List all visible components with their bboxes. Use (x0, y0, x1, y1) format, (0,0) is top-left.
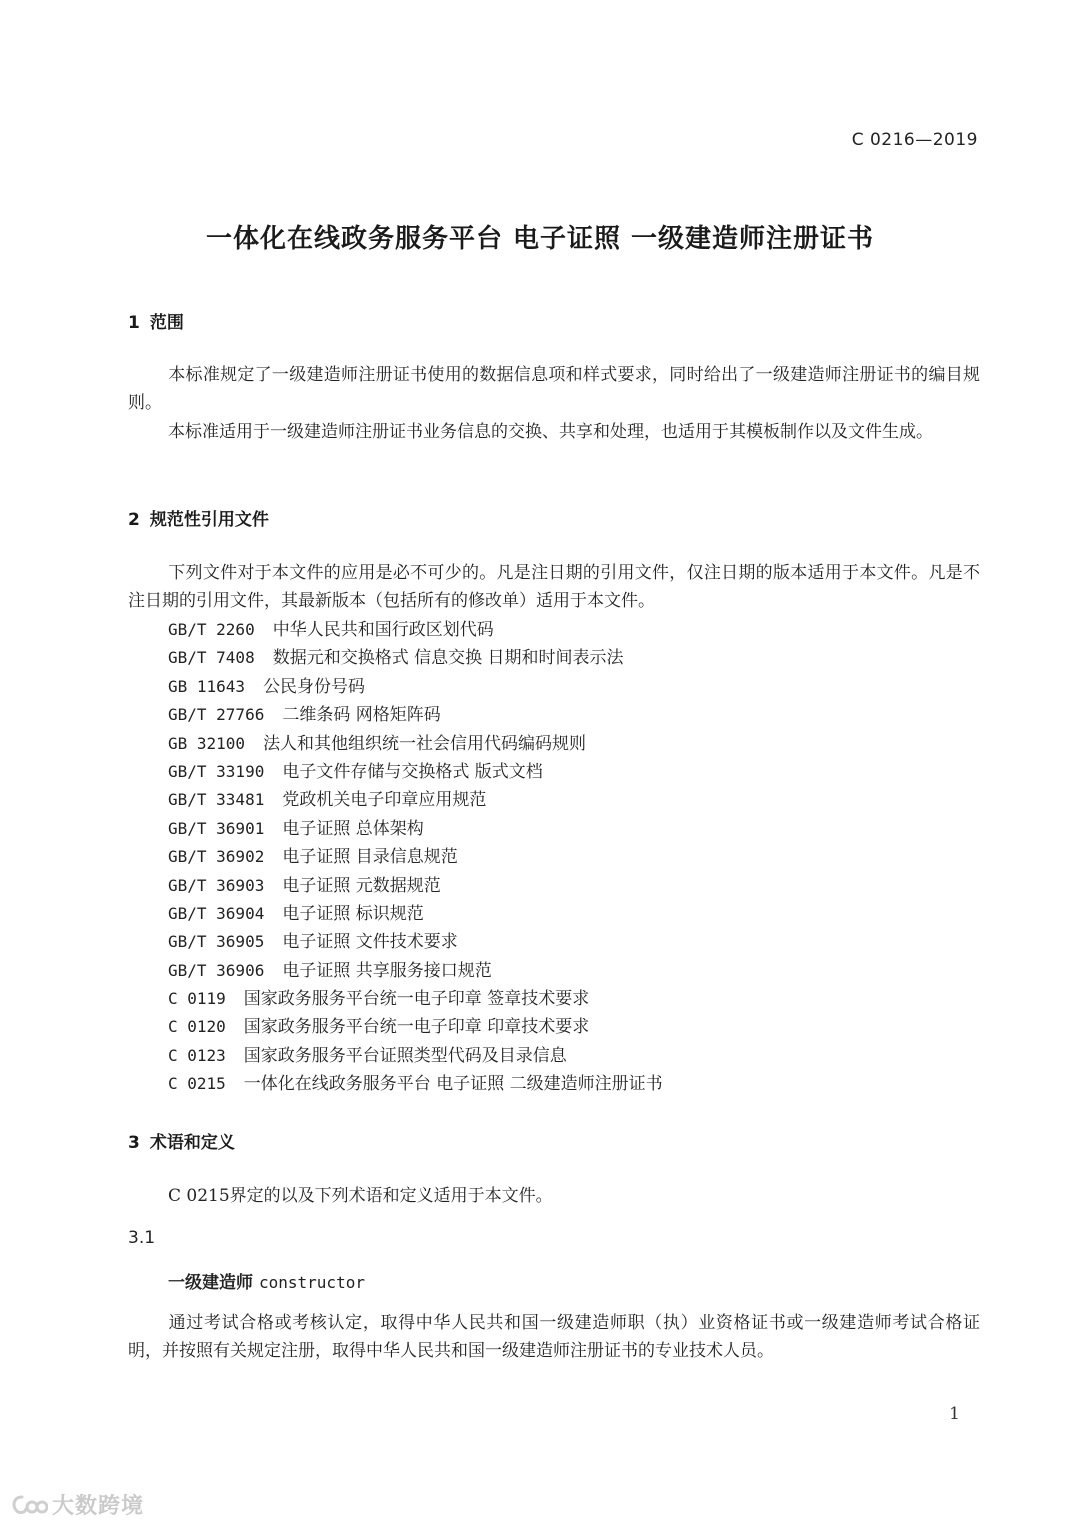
reference-code: GB/T 36902 (168, 847, 265, 867)
section-title: 术语和定义 (149, 1133, 235, 1153)
terms-intro-paragraph: C 0215界定的以及下列术语和定义适用于本文件。 (168, 1186, 553, 1206)
reference-title: 电子证照 标识规范 (282, 903, 424, 924)
reference-item (168, 1070, 663, 1098)
section-title: 规范性引用文件 (149, 510, 269, 530)
scope-paragraph-1: 本标准规定了一级建造师注册证书使用的数据信息项和样式要求，同时给出了一级建造师注册证书的编目规则。 (128, 365, 980, 413)
reference-code: C 0215 (168, 1074, 226, 1094)
reference-title: 电子文件存储与交换格式 版式文档 (282, 761, 543, 782)
scope-paragraph-2: 本标准适用于一级建造师注册证书业务信息的交换、共享和处理，也适用于其模板制作以及文件生成。 (168, 422, 933, 442)
reference-item (168, 730, 663, 758)
reference-title: 一体化在线政务服务平台 电子证照 二级建造师注册证书 (243, 1074, 663, 1095)
reference-item (168, 957, 663, 985)
reference-item (168, 1042, 663, 1070)
reference-title: 法人和其他组织统一社会信用代码编码规则 (263, 733, 587, 754)
reference-code: GB/T 33190 (168, 761, 265, 781)
reference-list (168, 616, 663, 1099)
reference-item (168, 673, 663, 701)
reference-code: GB 11643 (168, 676, 246, 696)
reference-item (168, 786, 663, 814)
reference-code: C 0120 (168, 1017, 226, 1037)
reference-item (168, 872, 663, 900)
section-title: 范围 (149, 313, 184, 333)
reference-code: GB/T 2260 (168, 620, 255, 639)
reference-title: 国家政务服务平台统一电子印章 签章技术要求 (243, 989, 590, 1010)
watermark-text: 大数跨境 (52, 1494, 145, 1519)
clause-number: 3.1 (128, 1228, 156, 1248)
term-chinese: 一级建造师 (168, 1273, 253, 1293)
page-title: 一体化在线政务服务平台 电子证照 一级建造师注册证书 (205, 224, 875, 254)
reference-item (168, 644, 663, 672)
watermark-logo-icon (8, 1493, 48, 1517)
watermark (8, 1489, 144, 1520)
reference-title: 数据元和交换格式 信息交换 日期和时间表示法 (272, 648, 624, 669)
reference-item (168, 928, 663, 956)
reference-title: 电子证照 元数据规范 (282, 875, 441, 896)
reference-code: GB/T 7408 (168, 648, 255, 668)
reference-item (168, 758, 663, 786)
section-heading-terms (128, 1128, 235, 1153)
reference-item (168, 701, 663, 729)
section-number: 3 (128, 1133, 140, 1153)
reference-title: 电子证照 总体架构 (282, 818, 424, 839)
references-intro-paragraph: 下列文件对于本文件的应用是必不可少的。凡是注日期的引用文件，仅注日期的版本适用于本文件。凡是不注日期的引用文件，其最新版本（包括所有的修改单）适用于本文件。 (128, 563, 980, 611)
reference-code: GB/T 33481 (168, 790, 265, 810)
reference-code: GB/T 36906 (168, 960, 265, 980)
reference-code: GB/T 36904 (168, 903, 265, 923)
reference-title: 二维条码 网格矩阵码 (282, 705, 441, 726)
reference-code: C 0119 (168, 989, 226, 1009)
reference-item (168, 843, 663, 871)
reference-code: GB/T 27766 (168, 705, 265, 725)
document-code: C 0216—2019 (851, 130, 978, 150)
term-definition: 通过考试合格或考核认定，取得中华人民共和国一级建造师职（执）业资格证书或一级建造师考试合格证明，并按照有关规定注册，取得中华人民共和国一级建造师注册证书的专业技术人员。 (128, 1313, 980, 1361)
section-number: 2 (128, 510, 140, 530)
reference-item (168, 985, 663, 1013)
section-number: 1 (128, 313, 140, 333)
reference-title: 国家政务服务平台统一电子印章 印章技术要求 (243, 1017, 590, 1038)
reference-item (168, 1013, 663, 1041)
reference-code: GB/T 36901 (168, 818, 265, 838)
reference-title: 公民身份号码 (263, 676, 366, 697)
page-number: 1 (949, 1404, 960, 1424)
reference-code: GB/T 36905 (168, 932, 265, 952)
reference-item (168, 616, 663, 644)
section-heading-normative-references (128, 505, 269, 530)
reference-title: 国家政务服务平台证照类型代码及目录信息 (243, 1045, 567, 1066)
reference-code: C 0123 (168, 1045, 226, 1065)
reference-title: 电子证照 目录信息规范 (282, 847, 458, 868)
reference-code: GB/T 36903 (168, 875, 265, 895)
term-entry (168, 1268, 365, 1293)
reference-title: 党政机关电子印章应用规范 (282, 790, 487, 811)
reference-title: 中华人民共和国行政区划代码 (272, 620, 494, 640)
reference-title: 电子证照 共享服务接口规范 (282, 960, 492, 981)
reference-item (168, 900, 663, 928)
section-heading-scope (128, 308, 184, 333)
reference-item (168, 815, 663, 843)
term-english: constructor (259, 1273, 365, 1292)
reference-code: GB 32100 (168, 733, 246, 753)
reference-title: 电子证照 文件技术要求 (282, 932, 458, 953)
